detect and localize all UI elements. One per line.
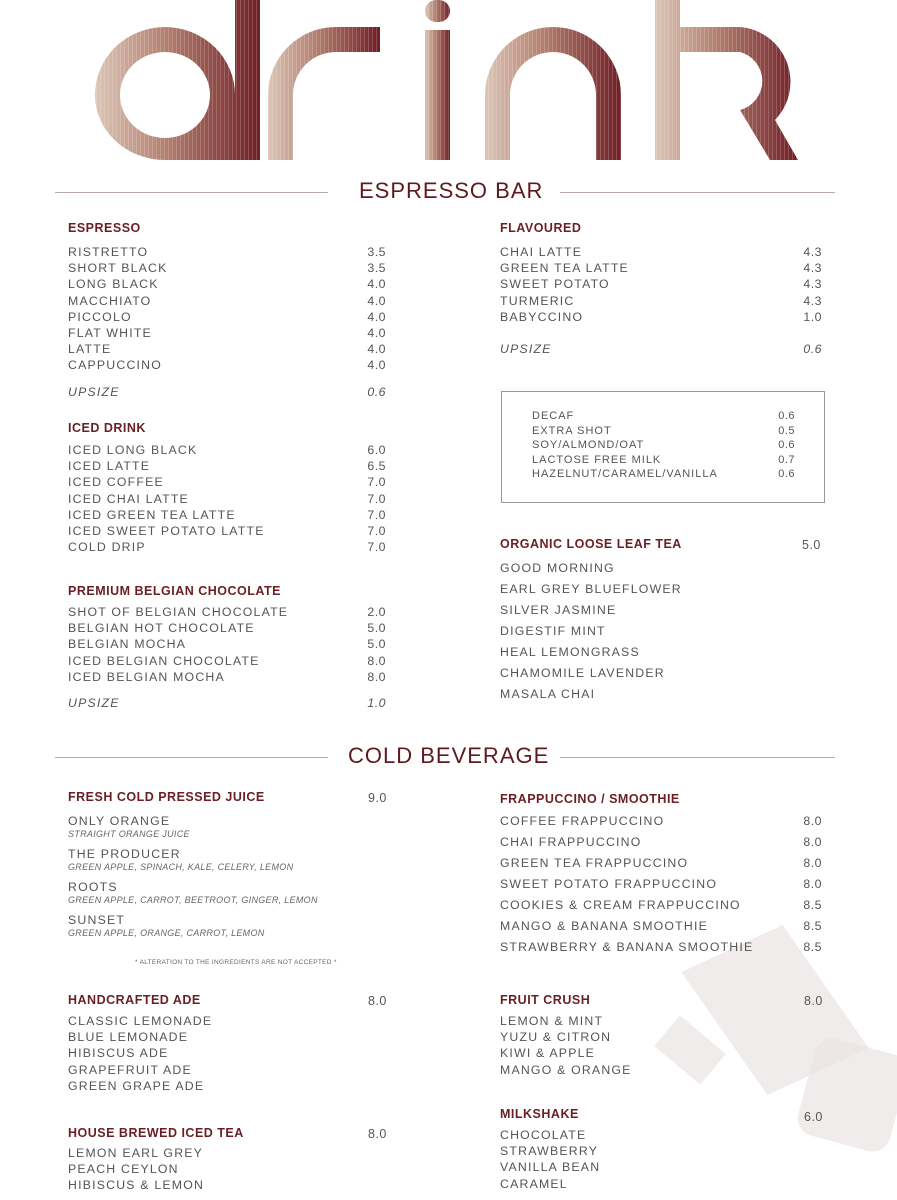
menu-item: GREEN TEA FRAPPUCCINO 8.0 — [500, 856, 822, 870]
menu-item: SHORT BLACK 3.5 — [68, 261, 386, 276]
divider-left — [55, 192, 328, 193]
category-flavoured: FLAVOURED — [500, 221, 582, 235]
milkshake-price: 6.0 — [804, 1110, 823, 1124]
menu-item: BELGIAN MOCHA 5.0 — [68, 637, 386, 652]
menu-item: STRAWBERRY — [500, 1144, 599, 1159]
menu-item: CARAMEL — [500, 1176, 568, 1191]
menu-item: ICED COFFEE 7.0 — [68, 475, 386, 490]
iced-tea-list — [68, 1146, 388, 1195]
juice-item: ONLY ORANGE STRAIGHT ORANGE JUICE — [68, 814, 190, 839]
menu-item: SHOT OF BELGIAN CHOCOLATE 2.0 — [68, 605, 386, 619]
menu-item: ICED BELGIAN MOCHA 8.0 — [68, 669, 386, 684]
extras-box — [501, 391, 825, 503]
milkshake-list — [500, 1128, 822, 1193]
upsize-row: UPSIZE 0.6 — [68, 384, 386, 399]
menu-item: CLASSIC LEMONADE — [68, 1014, 213, 1028]
divider-left — [55, 757, 328, 758]
section-title-cold-beverage: COLD BEVERAGE — [348, 743, 550, 768]
menu-item: HIBISCUS ADE — [68, 1046, 169, 1061]
menu-item: COFFEE FRAPPUCCINO 8.0 — [500, 814, 822, 828]
menu-item: ICED CHAI LATTE 7.0 — [68, 491, 386, 506]
belgian-chocolate-list — [68, 605, 386, 712]
iced-drink-list — [68, 443, 386, 556]
category-ade: HANDCRAFTED ADE — [68, 993, 201, 1007]
fruit-crush-price: 8.0 — [804, 994, 823, 1008]
category-iced-tea: HOUSE BREWED ICED TEA — [68, 1126, 244, 1140]
menu-item: ICED LONG BLACK 6.0 — [68, 443, 386, 457]
extra-item: SOY/ALMOND/OAT 0.6 — [532, 439, 795, 451]
menu-item: ICED GREEN TEA LATTE 7.0 — [68, 507, 386, 522]
flavoured-list — [500, 245, 822, 358]
menu-item: STRAWBERRY & BANANA SMOOTHIE 8.5 — [500, 940, 822, 954]
menu-item: BELGIAN HOT CHOCOLATE 5.0 — [68, 621, 386, 636]
tea-item: DIGESTIF MINT — [500, 624, 606, 638]
upsize-row: UPSIZE 0.6 — [500, 341, 822, 356]
extra-item: EXTRA SHOT 0.5 — [532, 424, 795, 437]
menu-item: MANGO & ORANGE — [500, 1062, 632, 1077]
tea-item: SILVER JASMINE — [500, 603, 617, 617]
fruit-crush-list — [500, 1014, 822, 1079]
menu-item: TURMERIC 4.3 — [500, 293, 822, 308]
menu-item: ICED LATTE 6.5 — [68, 459, 386, 474]
ade-list — [68, 1014, 388, 1095]
upsize-row: UPSIZE 1.0 — [68, 695, 386, 710]
category-milkshake: MILKSHAKE — [500, 1107, 579, 1121]
category-espresso: ESPRESSO — [68, 221, 141, 235]
menu-item: YUZU & CITRON — [500, 1030, 612, 1045]
category-tea: ORGANIC LOOSE LEAF TEA — [500, 537, 682, 551]
juice-note: * ALTERATION TO THE INGREDIENTS ARE NOT ACCEPTED * — [135, 959, 337, 966]
menu-item: LONG BLACK 4.0 — [68, 277, 386, 292]
menu-item: LEMON & MINT — [500, 1014, 604, 1028]
iced-tea-price: 8.0 — [368, 1127, 387, 1141]
menu-item: PEACH CEYLON — [68, 1162, 179, 1177]
menu-item: VANILLA BEAN — [500, 1160, 601, 1175]
divider-right — [560, 192, 835, 193]
juice-list — [68, 814, 388, 946]
menu-item: CHOCOLATE — [500, 1128, 587, 1142]
extra-item: LACTOSE FREE MILK 0.7 — [532, 453, 795, 466]
extras-list — [532, 410, 795, 483]
menu-item: CHAI FRAPPUCCINO 8.0 — [500, 835, 822, 849]
menu-item: GREEN TEA LATTE 4.3 — [500, 261, 822, 276]
tea-list — [500, 561, 822, 708]
menu-item: LEMON EARL GREY — [68, 1146, 204, 1160]
divider-right — [560, 757, 835, 758]
menu-item: PICCOLO 4.0 — [68, 309, 386, 324]
menu-item: COLD DRIP 7.0 — [68, 540, 386, 555]
menu-item: ICED SWEET POTATO LATTE 7.0 — [68, 523, 386, 538]
frappuccino-list — [500, 814, 822, 961]
menu-item: SWEET POTATO FRAPPUCCINO 8.0 — [500, 877, 822, 891]
section-title-espresso-bar: ESPRESSO BAR — [359, 178, 544, 203]
menu-item: MANGO & BANANA SMOOTHIE 8.5 — [500, 919, 822, 933]
extra-item: DECAF 0.6 — [532, 410, 795, 422]
menu-item: COOKIES & CREAM FRAPPUCCINO 8.5 — [500, 898, 822, 912]
category-iced-drink: ICED DRINK — [68, 421, 146, 435]
menu-item: MACCHIATO 4.0 — [68, 293, 386, 308]
category-fruit-crush: FRUIT CRUSH — [500, 993, 591, 1007]
espresso-list — [68, 245, 386, 401]
juice-item: SUNSET GREEN APPLE, ORANGE, CARROT, LEMON — [68, 913, 265, 938]
menu-item: KIWI & APPLE — [500, 1046, 596, 1061]
juice-price: 9.0 — [368, 791, 387, 805]
menu-item: BABYCCINO 1.0 — [500, 309, 822, 324]
menu-item: LATTE 4.0 — [68, 342, 386, 357]
menu-item: RISTRETTO 3.5 — [68, 245, 386, 259]
menu-item: HIBISCUS & LEMON — [68, 1178, 205, 1193]
menu-item: GREEN GRAPE ADE — [68, 1078, 205, 1093]
tea-item: EARL GREY BLUEFLOWER — [500, 582, 682, 596]
juice-item: THE PRODUCER GREEN APPLE, SPINACH, KALE, CELERY, LEMON — [68, 847, 294, 872]
tea-item: HEAL LEMONGRASS — [500, 645, 640, 659]
menu-item: CHAI LATTE 4.3 — [500, 245, 822, 259]
category-juice: FRESH COLD PRESSED JUICE — [68, 790, 265, 804]
menu-item: ICED BELGIAN CHOCOLATE 8.0 — [68, 653, 386, 668]
category-belgian-chocolate: PREMIUM BELGIAN CHOCOLATE — [68, 584, 281, 598]
extra-item: HAZELNUT/CARAMEL/VANILLA 0.6 — [532, 468, 795, 480]
menu-item: BLUE LEMONADE — [68, 1030, 189, 1045]
tea-item: MASALA CHAI — [500, 687, 596, 701]
category-frappuccino: FRAPPUCCINO / SMOOTHIE — [500, 792, 680, 806]
menu-item: CAPPUCCINO 4.0 — [68, 358, 386, 373]
menu-item: SWEET POTATO 4.3 — [500, 277, 822, 292]
drink-logo — [80, 0, 820, 165]
menu-item: GRAPEFRUIT ADE — [68, 1062, 192, 1077]
tea-price: 5.0 — [802, 538, 821, 552]
menu-item: FLAT WHITE 4.0 — [68, 325, 386, 340]
tea-item: CHAMOMILE LAVENDER — [500, 666, 665, 680]
ade-price: 8.0 — [368, 994, 387, 1008]
juice-item: ROOTS GREEN APPLE, CARROT, BEETROOT, GINGER, LEMON — [68, 880, 318, 905]
tea-item: GOOD MORNING — [500, 561, 615, 575]
